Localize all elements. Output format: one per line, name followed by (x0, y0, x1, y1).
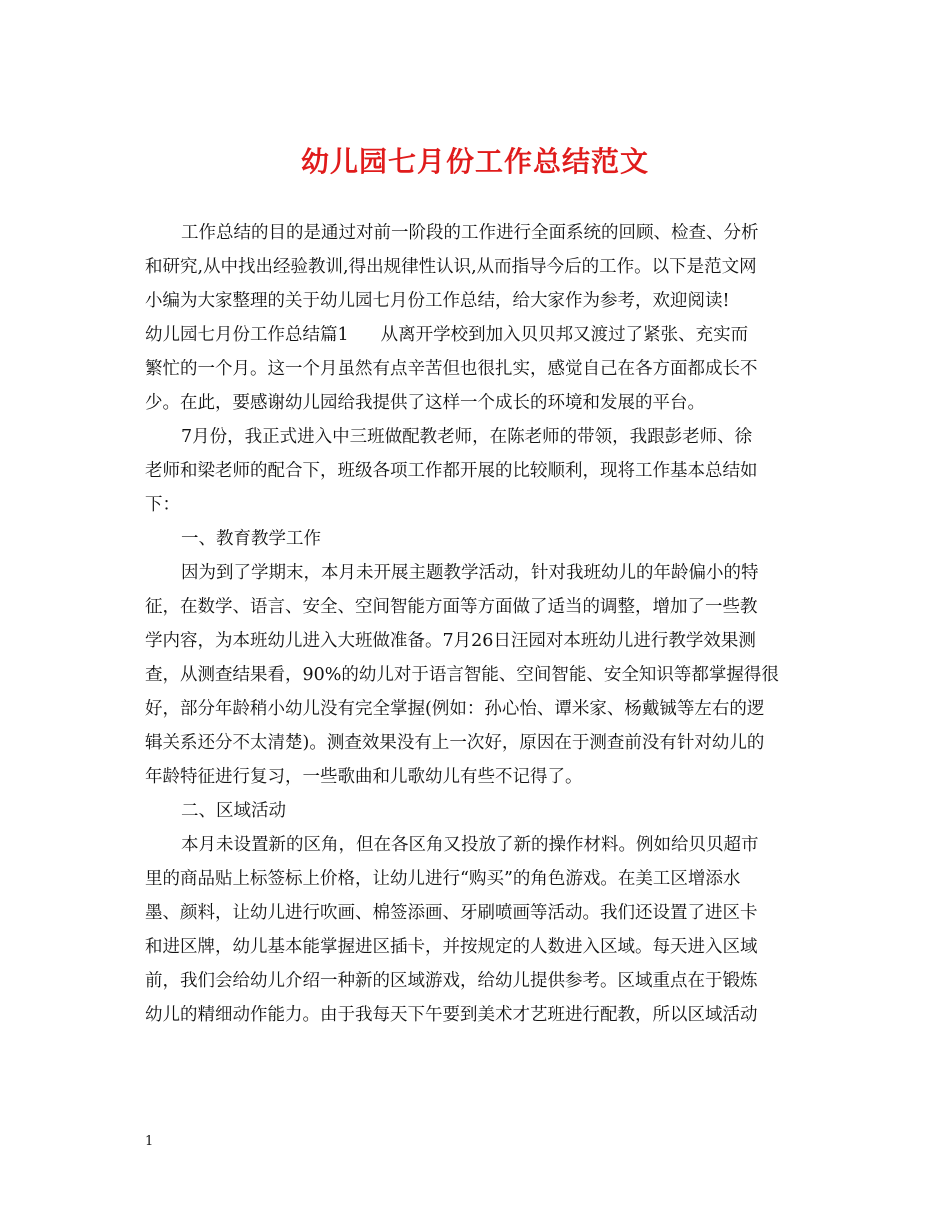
body-line: 老师和梁老师的配合下，班级各项工作都开展的比较顺利，现将工作基本总结如 (145, 461, 758, 481)
body-line: 和进区牌，幼儿基本能掌握进区插卡，并按规定的人数进入区域。每天进入区域 (145, 937, 758, 957)
body-line: 幼儿的精细动作能力。由于我每天下午要到美术才艺班进行配教，所以区域活动 (145, 1005, 758, 1025)
body-line: 小编为大家整理的关于幼儿园七月份工作总结，给大家作为参考，欢迎阅读! (145, 291, 730, 311)
body-line: 好，部分年龄稍小幼儿没有完全掌握(例如：孙心怡、谭米家、杨戴铖等左右的逻 (145, 699, 765, 719)
body-line: 7月份，我正式进入中三班做配教老师，在陈老师的带领，我跟彭老师、徐 (181, 427, 753, 447)
body-line: 辑关系还分不太清楚)。测查效果没有上一次好，原因在于测查前没有针对幼儿的 (145, 733, 765, 753)
section-heading: 二、区域活动 (181, 801, 286, 821)
section-heading: 一、教育教学工作 (181, 529, 321, 549)
document-body (145, 216, 805, 1032)
body-text: 从离开学校到加入贝贝邦又渡过了紧张、充实而 (380, 325, 749, 345)
body-line: 学内容，为本班幼儿进入大班做准备。7月26日汪园对本班幼儿进行教学效果测 (145, 631, 756, 651)
document-title: 幼儿园七月份工作总结范文 (300, 145, 649, 178)
body-line: 墨、颜料，让幼儿进行吹画、棉签添画、牙刷喷画等活动。我们还设置了进区卡 (145, 903, 758, 923)
section-heading-chapter-1: 幼儿园七月份工作总结篇1 (145, 325, 349, 345)
body-line: 繁忙的一个月。这一个月虽然有点辛苦但也很扎实，感觉自己在各方面都成长不 (145, 359, 758, 379)
body-line-combined (145, 318, 805, 352)
body-line: 年龄特征进行复习，一些歌曲和儿歌幼儿有些不记得了。 (145, 767, 583, 787)
body-line: 少。在此，要感谢幼儿园给我提供了这样一个成长的环境和发展的平台。 (145, 393, 705, 413)
body-line: 和研究,从中找出经验教训,得出规律性认识,从而指导今后的工作。以下是范文网 (145, 257, 757, 277)
body-line: 下： (145, 495, 180, 515)
body-line: 工作总结的目的是通过对前一阶段的工作进行全面系统的回顾、检查、分析 (181, 223, 759, 243)
body-line: 查，从测查结果看，90%的幼儿对于语言智能、空间智能、安全知识等都掌握得很 (145, 665, 779, 685)
body-line: 因为到了学期末，本月未开展主题教学活动，针对我班幼儿的年龄偏小的特 (181, 563, 759, 583)
page-number: 1 (145, 1134, 154, 1149)
body-line: 本月未设置新的区角，但在各区角又投放了新的操作材料。例如给贝贝超市 (181, 835, 759, 855)
body-line: 里的商品贴上标签标上价格，让幼儿进行“购买”的角色游戏。在美工区增添水 (145, 869, 741, 889)
body-line: 前，我们会给幼儿介绍一种新的区域游戏，给幼儿提供参考。区域重点在于锻炼 (145, 971, 758, 991)
body-line: 征，在数学、语言、安全、空间智能方面等方面做了适当的调整，增加了一些教 (145, 597, 758, 617)
